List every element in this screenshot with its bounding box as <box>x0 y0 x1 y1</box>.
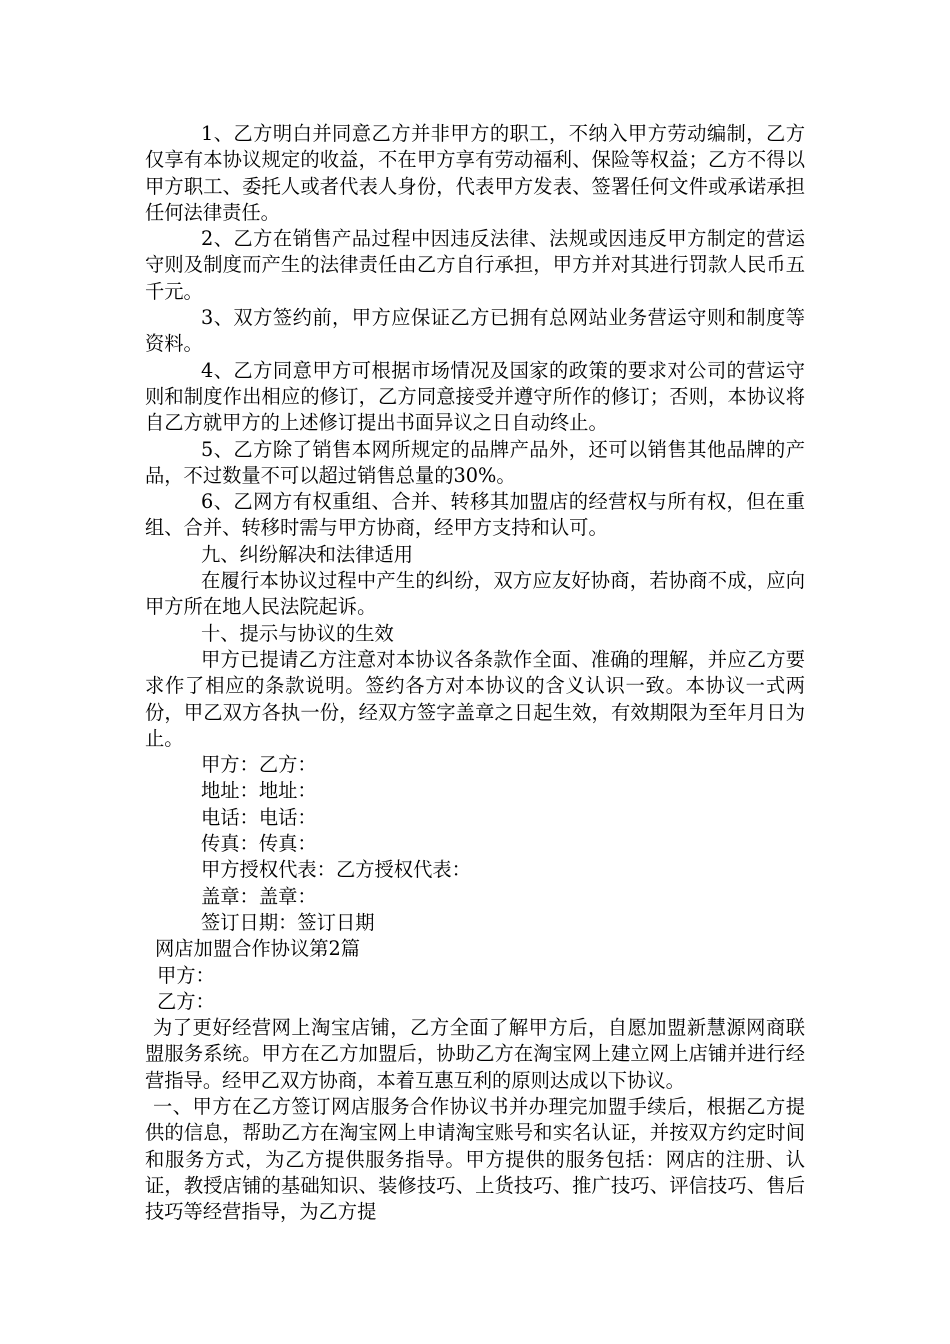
clause-1: 1、乙方明白并同意乙方并非甲方的职工，不纳入甲方劳动编制，乙方仅享有本协议规定的收益，不在甲方享有劳动福利、保险等权益；乙方不得以甲方职工、委托人或者代表人身份，代表甲方发表、签署任何文件或承诺承担任何法律责任。 <box>145 122 805 224</box>
section-10-heading: 十、提示与协议的生效 <box>201 621 394 645</box>
signature-address-line: 地址：地址： <box>201 779 317 803</box>
section-10-body: 甲方已提请乙方注意对本协议各条款作全面、准确的理解，并应乙方要求作了相应的条款说明。签约各方对本协议的含义认识一致。本协议一式两份，甲乙双方各执一份，经双方签字盖章之日起生效，有效期限为至年月日为止。 <box>145 647 805 750</box>
document-2-title: 网店加盟合作协议第2篇 <box>155 937 361 961</box>
document-page <box>145 121 805 1225</box>
document-2-clause-1: 一、甲方在乙方签订网店服务合作协议书并办理完加盟手续后，根据乙方提供的信息，帮助乙方在淘宝网上申请淘宝账号和实名认证，并按双方约定时间和服务方式，为乙方提供服务指导。甲方提供的服务包括：网店的注册、认证，教授店铺的基础知识、装修技巧、上货技巧、推广技巧、评信技巧、售后技巧等经营指导，为乙方提 <box>145 1094 805 1224</box>
section-9-body: 在履行本协议过程中产生的纠纷，双方应友好协商，若协商不成，应向甲方所在地人民法院起诉。 <box>145 569 805 619</box>
signature-seal-line: 盖章：盖章： <box>201 884 317 908</box>
clause-2: 2、乙方在销售产品过程中因违反法律、法规或因违反甲方制定的营运守则及制度而产生的法律责任由乙方自行承担，甲方并对其进行罚款人民币五千元。 <box>145 227 805 303</box>
signature-party-line: 甲方：乙方： <box>201 753 317 777</box>
document-2-party-b: 乙方： <box>157 989 215 1013</box>
clause-4: 4、乙方同意甲方可根据市场情况及国家的政策的要求对公司的营运守则和制度作出相应的修订，乙方同意接受并遵守所作的修订；否则，本协议将自乙方就甲方的上述修订提出书面异议之日自动终止。 <box>145 358 805 435</box>
signature-date-line: 签订日期：签订日期 <box>201 910 375 934</box>
document-2-intro: 为了更好经营网上淘宝店铺，乙方全面了解甲方后，自愿加盟新慧源网商联盟服务系统。甲方在乙方加盟后，协助乙方在淘宝网上建立网上店铺并进行经营指导。经甲乙双方协商，本着互惠互利的原则达成以下协议。 <box>145 1016 805 1092</box>
section-9-heading: 九、纠纷解决和法律适用 <box>201 542 414 566</box>
clause-6: 6、乙网方有权重组、合并、转移其加盟店的经营权与所有权，但在重组、合并、转移时需与甲方协商，经甲方支持和认可。 <box>145 490 805 540</box>
clause-5: 5、乙方除了销售本网所规定的品牌产品外，还可以销售其他品牌的产品，不过数量不可以超过销售总量的30%。 <box>145 437 805 487</box>
signature-representative-line: 甲方授权代表：乙方授权代表： <box>201 858 471 882</box>
signature-phone-line: 电话：电话： <box>201 805 317 829</box>
signature-fax-line: 传真：传真： <box>201 832 317 856</box>
clause-3: 3、双方签约前，甲方应保证乙方已拥有总网站业务营运守则和制度等资料。 <box>145 306 805 356</box>
document-2-party-a: 甲方： <box>157 963 215 987</box>
